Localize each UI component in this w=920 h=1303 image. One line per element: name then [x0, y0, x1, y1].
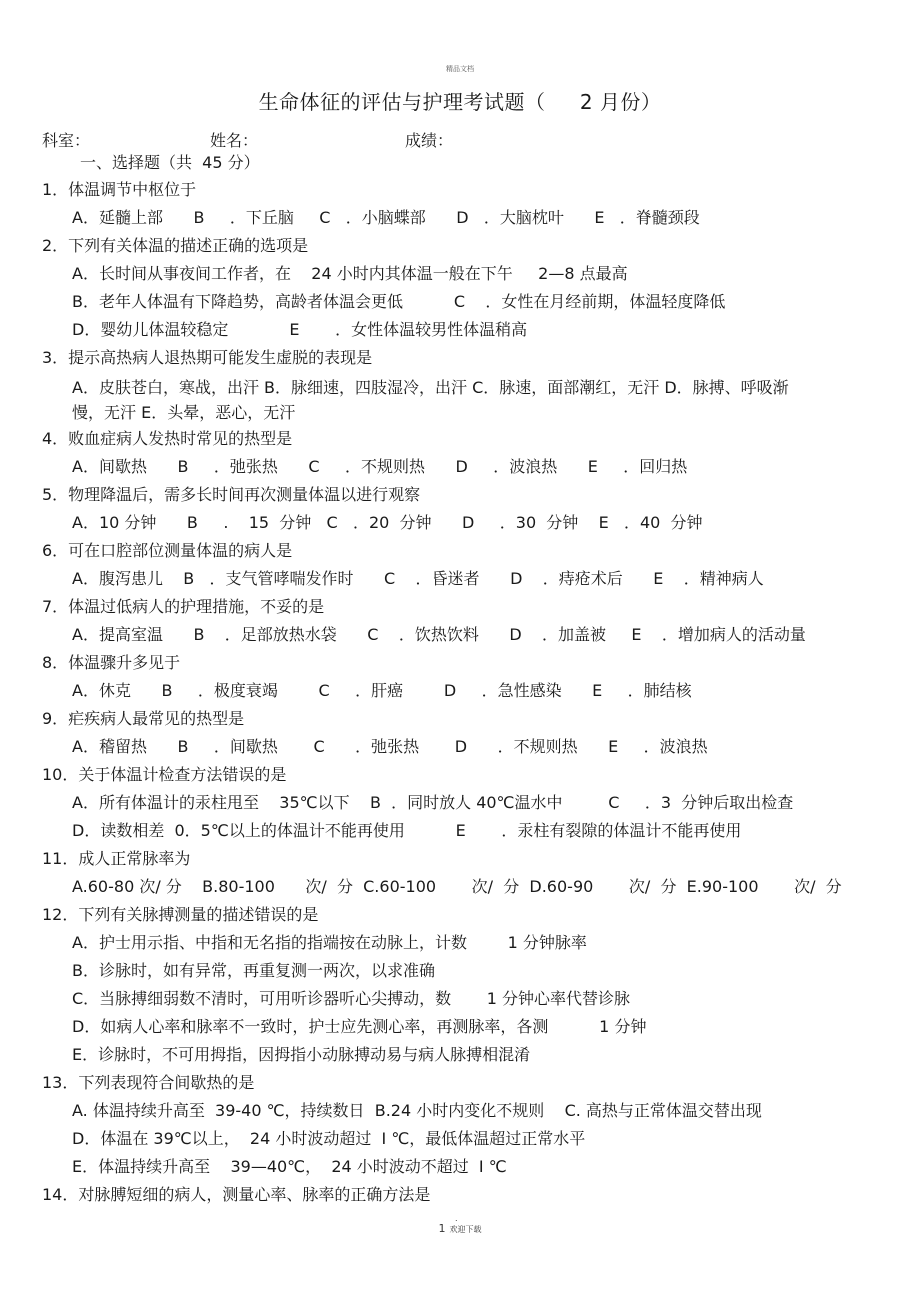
answer-options-line: A．提高室温 B ．足部放热水袋 C ．饮热饮料 D ．加盖被 E ．增加病人的活动量 [72, 625, 806, 644]
question-item [42, 176, 902, 232]
answer-options-line: D．体温在 39℃以上， 24 小时波动超过 I ℃，最低体温超过正常水平 [72, 1129, 586, 1148]
question-item [42, 705, 902, 761]
question-stem: 14．对脉膊短细的病人，测量心率、脉率的正确方法是 [42, 1185, 431, 1204]
answer-options-line: E．诊脉时，不可用拇指，因拇指小动脉搏动易与病人脉搏相混淆 [72, 1045, 531, 1064]
answer-options-line: A．延髓上部 B ．下丘脑 C ．小脑蝶部 D ．大脑枕叶 E ．脊髓颈段 [72, 208, 700, 227]
footer-note: 欢迎下载 [449, 1225, 482, 1234]
question-stem: 7．体温过低病人的护理措施，不妥的是 [42, 597, 325, 616]
section-heading: 一、选择题（共 45 分） [80, 153, 260, 172]
answer-options-line: A．间歇热 B ．弛张热 C ．不规则热 D ．波浪热 E ．回归热 [72, 457, 688, 476]
answer-options-line: D．婴幼儿体温较稳定 E ．女性体温较男性体温稍高 [72, 320, 528, 339]
question-item [42, 1181, 902, 1209]
answer-options-line: A．腹泻患儿 B ．支气管哮喘发作时 C ．昏迷者 D ．痔疮术后 E ．精神病人 [72, 569, 764, 588]
answer-options-paragraph: A．皮肤苍白，寒战，出汗 B．脉细速，四肢湿冷，出汗 C．脉速，面部潮红，无汗 D．脉搏、呼吸渐慢，无汗 E．头晕，恶心，无汗 [72, 378, 789, 422]
answer-options-line: B．诊脉时，如有异常，再重复测一两次，以求准确 [72, 961, 435, 980]
answer-options-line: D．读数相差 0．5℃以上的体温计不能再使用 E ．汞柱有裂隙的体温计不能再使用 [72, 821, 742, 840]
answer-options-line: D．如病人心率和脉率不一致时，护士应先测心率，再测脉率，各测 1 分钟 [72, 1017, 647, 1036]
question-item [42, 593, 902, 649]
department-label: 科室： [42, 131, 91, 150]
question-stem: 11．成人正常脉率为 [42, 849, 191, 868]
question-stem: 8．体温骤升多见于 [42, 653, 181, 672]
answer-options-line: A．长时间从事夜间工作者，在 24 小时内其体温一般在下午 2—8 点最高 [72, 264, 628, 283]
question-stem: 13．下列表现符合间歇热的是 [42, 1073, 255, 1092]
answer-options-line: B．老年人体温有下降趋势，高龄者体温会更低 C ．女性在月经前期，体温轻度降低 [72, 292, 726, 311]
question-stem: 12．下列有关脉搏测量的描述错误的是 [42, 905, 319, 924]
answer-options-line: E．体温持续升高至 39—40℃， 24 小时波动不超过 I ℃ [72, 1157, 507, 1176]
answer-options-line: A．护士用示指、中指和无名指的指端按在动脉上，计数 1 分钟脉率 [72, 933, 587, 952]
question-item [42, 845, 902, 901]
answer-options-line: A. 体温持续升高至 39-40 ℃，持续数日 B.24 小时内变化不规则 C. 高热与正常体温交替出现 [72, 1101, 762, 1120]
name-label: 姓名： [210, 131, 259, 150]
score-label: 成绩： [405, 131, 454, 150]
answer-options-line: A．稽留热 B ．间歇热 C ．弛张热 D ．不规则热 E ．波浪热 [72, 737, 708, 756]
page-number: 1 [438, 1222, 446, 1235]
question-item [42, 344, 902, 425]
question-item [42, 901, 902, 1069]
question-stem: 5．物理降温后，需多长时间再次测量体温以进行观察 [42, 485, 421, 504]
question-stem: 1．体温调节中枢位于 [42, 180, 197, 199]
footer-dot: . [455, 1214, 458, 1223]
question-item [42, 232, 902, 344]
question-list [42, 176, 902, 1209]
question-stem: 10．关于体温计检查方法错误的是 [42, 765, 287, 784]
question-stem: 6．可在口腔部位测量体温的病人是 [42, 541, 293, 560]
question-item [42, 649, 902, 705]
question-item [42, 537, 902, 593]
question-item [42, 761, 902, 845]
page-footer [0, 1214, 920, 1235]
question-item [42, 481, 902, 537]
question-item [42, 1069, 902, 1181]
answer-options-line: C．当脉搏细弱数不清时，可用听诊器听心尖搏动，数 1 分钟心率代替诊脉 [72, 989, 631, 1008]
question-stem: 4．败血症病人发热时常见的热型是 [42, 429, 293, 448]
question-stem: 2．下列有关体温的描述正确的选项是 [42, 236, 309, 255]
answer-options-line: A．10 分钟 B . 15 分钟 C ．20 分钟 D ．30 分钟 E ．40 分钟 [72, 513, 703, 532]
page-title: 生命体征的评估与护理考试题（ 2 月份） [258, 90, 662, 114]
question-stem: 9．疟疾病人最常见的热型是 [42, 709, 245, 728]
question-stem: 3．提示高热病人退热期可能发生虚脱的表现是 [42, 348, 373, 367]
answer-options-line: A．所有体温计的汞柱甩至 35℃以下 B ．同时放人 40℃温水中 C ．3 分钟后取出检查 [72, 793, 794, 812]
answer-options-line: A.60-80 次/ 分 B.80-100 次/ 分 C.60-100 次/ 分 D.60-90 次/ 分 E.90-100 次/ 分 [72, 877, 842, 896]
question-item [42, 425, 902, 481]
answer-options-line: A．休克 B ．极度衰竭 C ．肝癌 D ．急性感染 E ．肺结核 [72, 681, 692, 700]
header-watermark-note: 精品文档 [446, 65, 474, 73]
